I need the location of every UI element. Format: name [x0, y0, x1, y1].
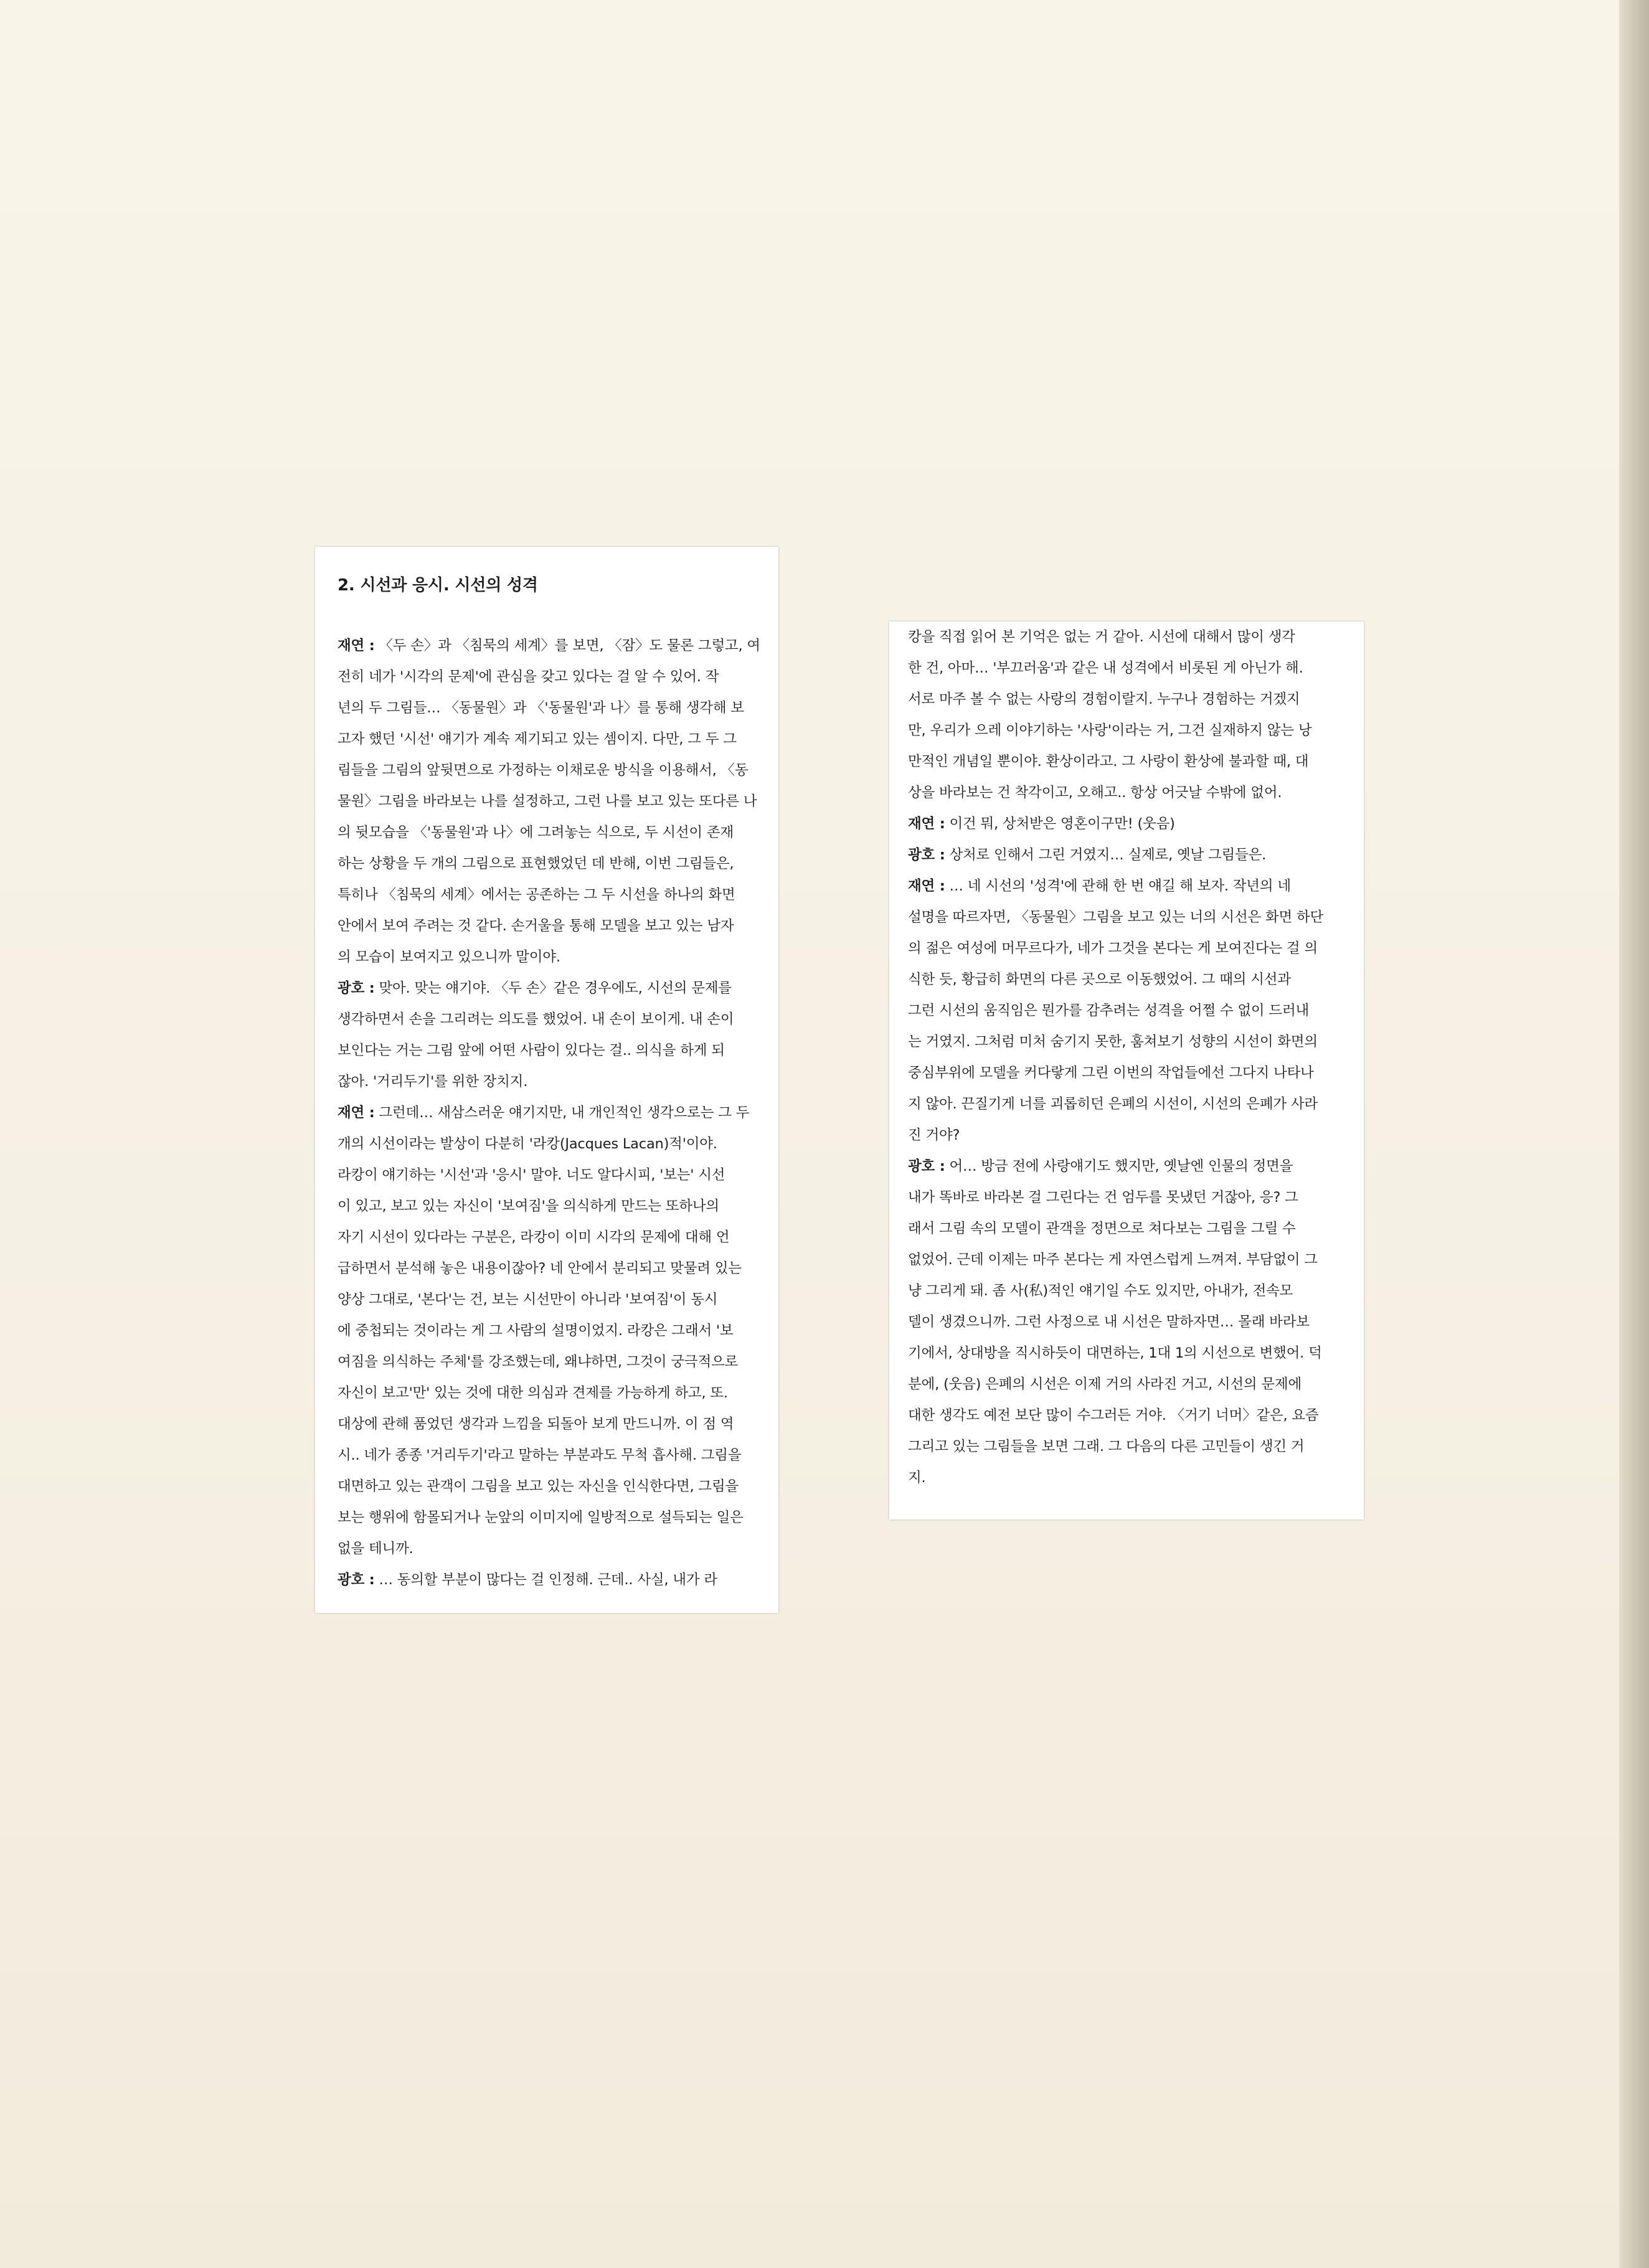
text-line — [908, 1057, 1356, 1089]
line-text: 어… 방금 전에 사랑얘기도 했지만, 옛날엔 인물의 정면을 — [949, 1158, 1293, 1174]
line-text: 설명을 따르자면, 〈동물원〉그림을 보고 있는 너의 시선은 화면 하단 — [908, 909, 1324, 925]
line-text: 지. — [908, 1470, 926, 1486]
line-text: 전히 네가 '시각의 문제'에 관심을 갖고 있다는 걸 알 수 있어. 작 — [338, 669, 719, 685]
text-line — [338, 879, 767, 910]
text-line — [908, 1182, 1356, 1213]
text-line — [908, 1462, 1356, 1493]
line-text: 특히나 〈침묵의 세계〉에서는 공존하는 그 두 시선을 하나의 화면 — [338, 887, 735, 903]
text-line — [908, 808, 1356, 839]
text-line — [338, 1066, 767, 1097]
text-line — [908, 1400, 1356, 1431]
line-text: 없을 테니까. — [338, 1541, 413, 1557]
line-text: 내가 똑바로 바라본 걸 그린다는 건 엄두를 못냈던 거잖아, 응? 그 — [908, 1189, 1298, 1206]
speaker-label: 재연 : — [338, 638, 375, 654]
speaker-label: 광호 : — [338, 980, 375, 996]
text-line — [338, 1160, 767, 1191]
line-text: 보는 행위에 함몰되거나 눈앞의 이미지에 일방적으로 설득되는 일은 — [338, 1510, 744, 1526]
paper-edge-shadow — [1619, 0, 1649, 2268]
line-text: 의 모습이 보여지고 있으니까 말이야. — [338, 949, 560, 965]
line-text: 의 젊은 여성에 머무르다가, 네가 그것을 본다는 게 보여진다는 걸 의 — [908, 940, 1318, 957]
text-line — [908, 1275, 1356, 1306]
speaker-label: 광호 : — [338, 1572, 375, 1588]
text-line — [908, 1306, 1356, 1338]
text-line — [338, 1004, 767, 1035]
text-line — [338, 1564, 767, 1595]
line-text: 고자 했던 '시선' 얘기가 계속 제기되고 있는 셈이지. 다만, 그 두 그 — [338, 731, 737, 747]
text-line — [338, 848, 767, 879]
line-text: 〈두 손〉과 〈침묵의 세계〉를 보면, 〈잠〉도 물론 그렇고, 여 — [379, 638, 760, 654]
line-text: 없었어. 근데 이제는 마주 본다는 게 자연스럽게 느껴져. 부담없이 그 — [908, 1252, 1318, 1268]
text-line — [338, 1533, 767, 1564]
text-line — [338, 1409, 767, 1440]
text-line — [338, 724, 767, 755]
text-line — [908, 1213, 1356, 1244]
line-text: 대면하고 있는 관객이 그림을 보고 있는 자신을 인식한다면, 그림을 — [338, 1478, 739, 1495]
speaker-label: 광호 : — [908, 847, 945, 863]
text-line — [908, 964, 1356, 995]
text-line — [338, 786, 767, 817]
line-text: 여짐을 의식하는 주체'를 강조했는데, 왜냐하면, 그것이 궁극적으로 — [338, 1354, 739, 1370]
speaker-label: 재연 : — [908, 816, 945, 832]
line-text: 그런 시선의 움직임은 뭔가를 감추려는 성격을 어쩔 수 없이 드러내 — [908, 1003, 1310, 1019]
line-text: … 네 시선의 '성격'에 관해 한 번 얘길 해 보자. 작년의 네 — [949, 878, 1291, 894]
line-text: 물원〉그림을 바라보는 나를 설정하고, 그런 나를 보고 있는 또다른 나 — [338, 793, 757, 810]
text-line — [338, 1128, 767, 1160]
text-line — [908, 1120, 1356, 1151]
line-text: 자기 시선이 있다라는 구분은, 라캉이 이미 시각의 문제에 대해 언 — [338, 1229, 730, 1245]
line-text: 분에, (웃음) 은폐의 시선은 이제 거의 사라진 거고, 시선의 문제에 — [908, 1376, 1302, 1392]
text-line — [338, 1315, 767, 1346]
line-text: 자신이 보고'만' 있는 것에 대한 의심과 견제를 가능하게 하고, 또. — [338, 1385, 728, 1401]
speaker-label: 광호 : — [908, 1158, 945, 1174]
text-line — [908, 933, 1356, 964]
line-text: 그런데… 새삼스러운 얘기지만, 내 개인적인 생각으로는 그 두 — [379, 1105, 750, 1121]
line-text: 이건 뭐, 상처받은 영혼이구만! (웃음) — [949, 816, 1175, 832]
text-line — [338, 973, 767, 1004]
text-line — [338, 910, 767, 942]
text-line — [908, 1338, 1356, 1369]
line-text: 만, 우리가 으레 이야기하는 '사랑'이라는 거, 그건 실재하지 않는 낭 — [908, 722, 1312, 739]
line-text: 대상에 관해 품었던 생각과 느낌을 되돌아 보게 만드니까. 이 점 역 — [338, 1416, 734, 1432]
text-line — [908, 684, 1356, 715]
text-line — [338, 1440, 767, 1471]
line-text: 년의 두 그림들… 〈동물원〉과 〈'동물원'과 나〉를 통해 생각해 보 — [338, 700, 744, 716]
text-line — [908, 715, 1356, 746]
line-text: 지 않아. 끈질기게 너를 괴롭히던 은폐의 시선이, 시선의 은폐가 사라 — [908, 1096, 1318, 1112]
line-text: 그리고 있는 그림들을 보면 그래. 그 다음의 다른 고민들이 생긴 거 — [908, 1439, 1305, 1455]
text-line — [908, 777, 1356, 808]
left-text-clipping — [315, 547, 778, 1613]
text-line — [908, 653, 1356, 684]
speaker-label: 재연 : — [338, 1105, 375, 1121]
line-text: 진 거야? — [908, 1127, 960, 1143]
line-text: 만적인 개념일 뿐이야. 환상이라고. 그 사랑이 환상에 불과할 때, 대 — [908, 754, 1309, 770]
text-line — [338, 1253, 767, 1284]
text-line — [338, 661, 767, 692]
text-line — [338, 1097, 767, 1128]
text-line — [338, 630, 767, 661]
line-text: 는 거였지. 그처럼 미처 숨기지 못한, 훔쳐보기 성향의 시선이 화면의 — [908, 1034, 1318, 1050]
text-line — [908, 839, 1356, 871]
line-text: 안에서 보여 주려는 것 같다. 손거울을 통해 모델을 보고 있는 남자 — [338, 918, 734, 934]
text-line — [908, 1089, 1356, 1120]
text-line — [338, 1471, 767, 1502]
section-heading: 2. 시선과 응시. 시선의 성격 — [338, 576, 538, 595]
line-text: 시.. 네가 종종 '거리두기'라고 말하는 부분과도 무척 흡사해. 그림을 — [338, 1447, 742, 1463]
line-text: 이 있고, 보고 있는 자신이 '보여짐'을 의식하게 만드는 또하나의 — [338, 1198, 719, 1214]
line-text: 중심부위에 모델을 커다랗게 그린 이번의 작업들에선 그다지 나타나 — [908, 1065, 1314, 1081]
line-text: 맞아. 맞는 얘기야. 〈두 손〉같은 경우에도, 시선의 문제를 — [379, 980, 732, 996]
text-line — [338, 942, 767, 973]
text-line — [908, 746, 1356, 777]
line-text: 대한 생각도 예전 보단 많이 수그러든 거야. 〈거기 너머〉같은, 요즘 — [908, 1407, 1319, 1424]
line-text: 양상 그대로, '본다'는 건, 보는 시선만이 아니라 '보여짐'이 동시 — [338, 1292, 718, 1308]
text-line — [908, 1431, 1356, 1462]
line-text: 하는 상황을 두 개의 그림으로 표현했었던 데 반해, 이번 그림들은, — [338, 856, 734, 872]
text-line — [338, 1284, 767, 1315]
line-text: 델이 생겼으니까. 그런 사정으로 내 시선은 말하자면… 몰래 바라보 — [908, 1314, 1310, 1330]
line-text: 잖아. '거리두기'를 위한 장치지. — [338, 1074, 528, 1090]
text-line — [338, 1191, 767, 1222]
text-line — [908, 1369, 1356, 1400]
text-line — [908, 995, 1356, 1026]
text-line — [338, 1035, 767, 1066]
line-text: 기에서, 상대방을 직시하듯이 대면하는, 1대 1의 시선으로 변했어. 덕 — [908, 1345, 1322, 1361]
left-text-body — [338, 630, 767, 1595]
right-text-body — [908, 621, 1356, 1493]
line-text: 의 뒷모습을 〈'동물원'과 나〉에 그려놓는 식으로, 두 시선이 존재 — [338, 825, 734, 841]
text-line — [908, 1026, 1356, 1057]
right-text-clipping — [889, 621, 1364, 1519]
text-line — [908, 871, 1356, 902]
line-text: 생각하면서 손을 그리려는 의도를 했었어. 내 손이 보이게. 내 손이 — [338, 1011, 734, 1028]
line-text: 냥 그리게 돼. 좀 사(私)적인 얘기일 수도 있지만, 아내가, 전속모 — [908, 1283, 1293, 1299]
text-line — [338, 1377, 767, 1409]
line-text: 에 중첩되는 것이라는 게 그 사람의 설명이었지. 라캉은 그래서 '보 — [338, 1323, 734, 1339]
line-text: 개의 시선이라는 발상이 다분히 '라캉(Jacques Lacan)적'이야. — [338, 1136, 717, 1152]
line-text: 림들을 그림의 앞뒷면으로 가정하는 이채로운 방식을 이용해서, 〈동 — [338, 762, 749, 778]
line-text: 라캉이 얘기하는 '시선'과 '응시' 말야. 너도 알다시피, '보는' 시선 — [338, 1167, 725, 1183]
line-text: 캉을 직접 읽어 본 기억은 없는 거 같아. 시선에 대해서 많이 생각 — [908, 629, 1295, 645]
text-line — [338, 817, 767, 848]
text-line — [908, 1151, 1356, 1182]
line-text: 급하면서 분석해 놓은 내용이잖아? 네 안에서 분리되고 맞물려 있는 — [338, 1260, 742, 1277]
line-text: … 동의할 부분이 많다는 걸 인정해. 근데.. 사실, 내가 라 — [379, 1572, 717, 1588]
text-line — [338, 692, 767, 724]
text-line — [338, 1502, 767, 1533]
text-line — [908, 621, 1356, 653]
line-text: 보인다는 거는 그림 앞에 어떤 사람이 있다는 걸.. 의식을 하게 되 — [338, 1042, 725, 1059]
speaker-label: 재연 : — [908, 878, 945, 894]
line-text: 상처로 인해서 그린 거였지… 실제로, 옛날 그림들은. — [949, 847, 1267, 863]
text-line — [908, 1244, 1356, 1275]
text-line — [338, 755, 767, 786]
text-line — [338, 1346, 767, 1377]
text-line — [908, 902, 1356, 933]
line-text: 상을 바라보는 건 착각이고, 오해고.. 항상 어긋날 수밖에 없어. — [908, 785, 1282, 801]
line-text: 한 건, 아마… '부끄러움'과 같은 내 성격에서 비롯된 게 아닌가 해. — [908, 660, 1303, 676]
line-text: 서로 마주 볼 수 없는 사랑의 경험이랄지. 누구나 경험하는 거겠지 — [908, 691, 1300, 707]
line-text: 래서 그림 속의 모델이 관객을 정면으로 쳐다보는 그림을 그릴 수 — [908, 1221, 1296, 1237]
line-text: 식한 듯, 황급히 화면의 다른 곳으로 이동했었어. 그 때의 시선과 — [908, 971, 1291, 988]
text-line — [338, 1222, 767, 1253]
